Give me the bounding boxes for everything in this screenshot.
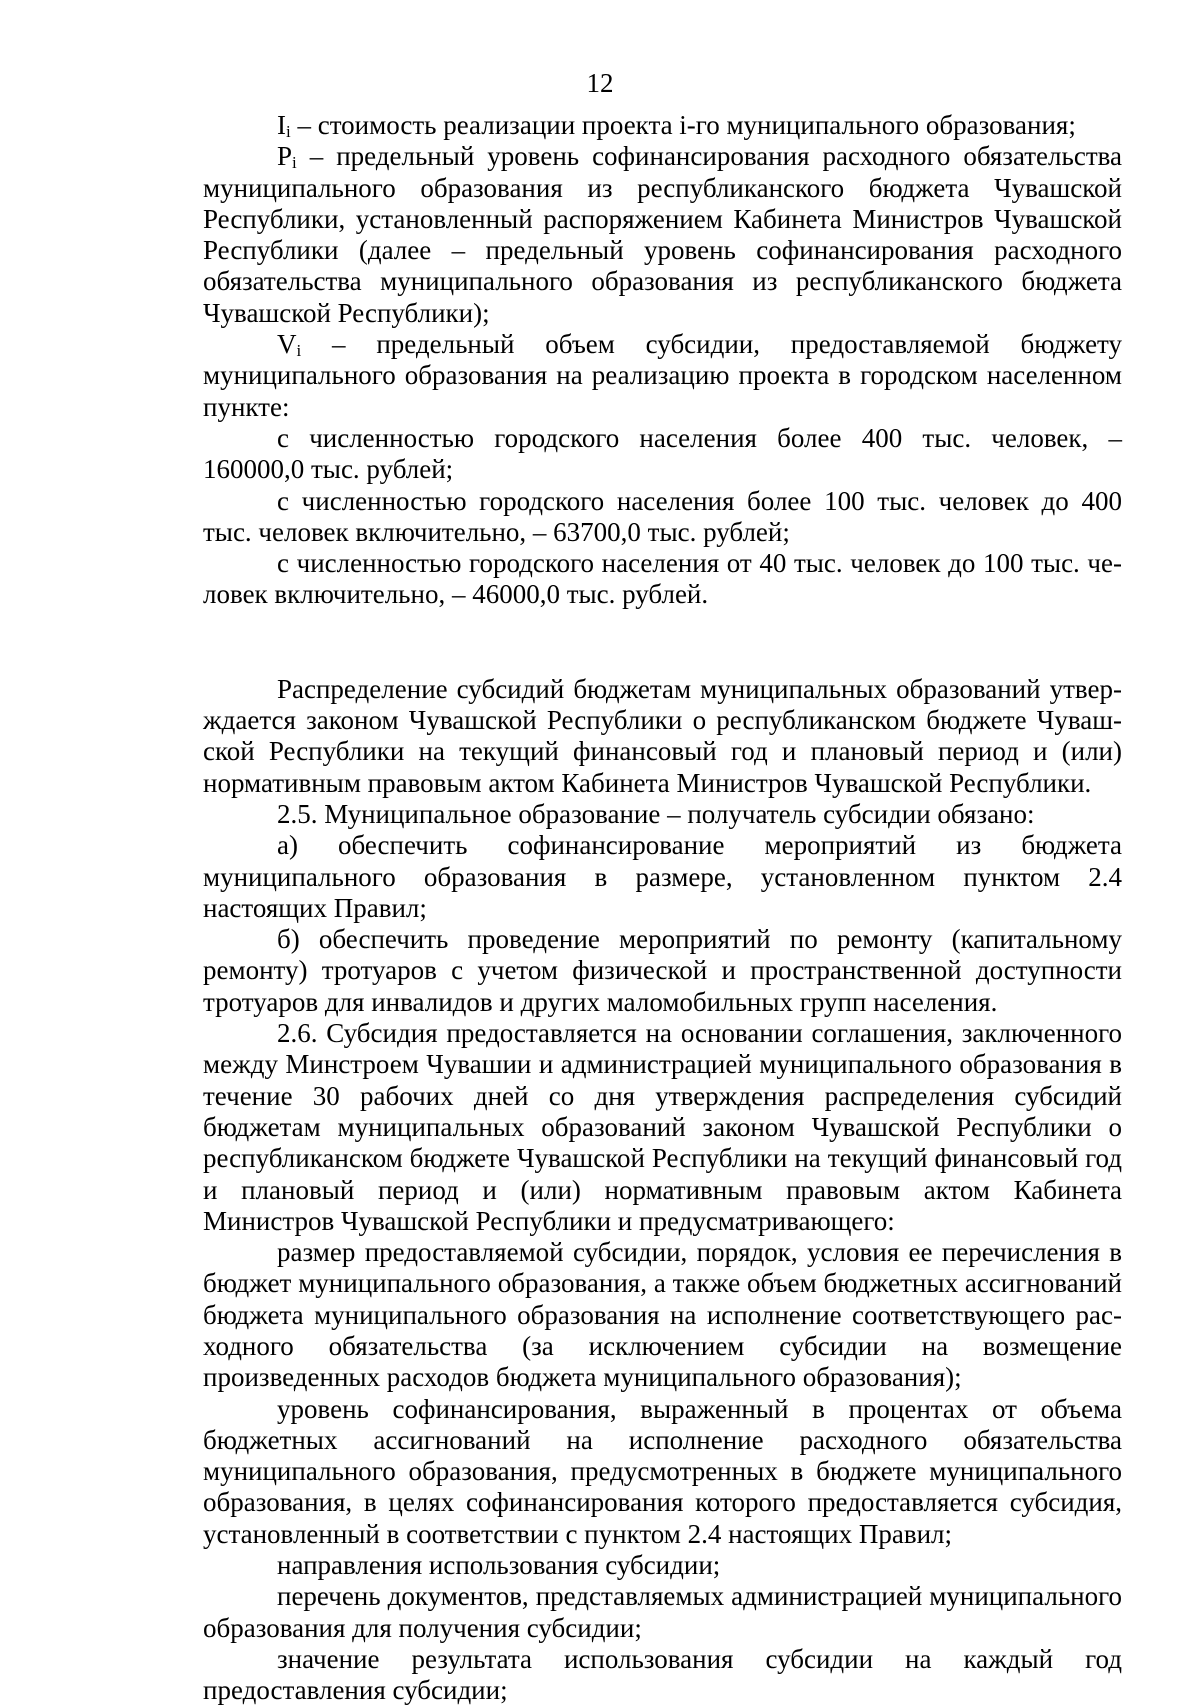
document-body <box>203 110 1122 1707</box>
body-paragraph: направления использования субсидии; <box>277 1550 721 1581</box>
body-paragraph: уровень софинансирования, выраженный в процентах от объема бюджетных ассигнований на исполнение расходного обязательства муниципального образования, предусмотренных в бюджете муниципального образования, в целях софинансирования которого предоставляется субсидия, установленный в соответствии с пунктом 2.4 настоящих Правил; <box>203 1393 1122 1549</box>
population-limit-paragraph: с численностью городского населения от 40 тыс. человек до 100 тыс. человек включительно, – 46000,0 тыс. рублей. <box>203 548 1122 610</box>
body-paragraph: значение результата использования субсидии на каждый год предоставления субсидии; <box>203 1643 1122 1706</box>
symbol-subscript: i <box>292 153 297 173</box>
body-paragraph: размер предоставляемой субсидии, порядок, условия ее перечисления в бюджет муниципального образования, а также объем бюджетных ассигнований бюджета муниципального образования на исполнение соответствующего расходного обязательства (за исключением субсидии на возмещение произведенных расходов бюджета муниципального образования); <box>203 1237 1122 1393</box>
definition-text: – предельный уровень софинансирования расходного обязательства муниципального образования из республиканского бюджета Чувашской Республики, установленный распоряжением Кабинета Министров Чувашской Республики (далее – предельный уровень софинансирования расходного обязательства муниципального образования из республиканского бюджета Чувашской Республики); <box>203 141 1122 328</box>
body-paragraph: 2.5. Муниципальное образование – получатель субсидии обязано: <box>277 798 1035 829</box>
definition-text: – предельный объем субсидии, предоставляемой бюджету муниципального образования на реализацию проекта в городском населенном пункте: <box>203 329 1122 422</box>
symbol-subscript: i <box>296 341 302 361</box>
symbol-subscript: i <box>286 122 291 141</box>
body-paragraph: перечень документов, представляемых администрацией муниципального образования для получения субсидии; <box>203 1581 1122 1643</box>
definition-paragraph <box>203 141 1122 329</box>
definition-text: – стоимость реализации проекта i-го муниципального образования; <box>290 110 1076 140</box>
symbol: V <box>277 329 297 360</box>
page-number: 12 <box>586 68 614 98</box>
definition-paragraph <box>203 329 1122 423</box>
body-paragraph: а) обеспечить софинансирование мероприятий из бюджета муниципального образования в размере, установленном пунктом 2.4 настоящих Правил; <box>203 830 1122 923</box>
paragraph-gap <box>203 611 1122 674</box>
population-limit-paragraph: с численностью городского населения более 100 тыс. человек до 400 тыс. человек включительно, – 63700,0 тыс. рублей; <box>203 485 1122 547</box>
body-paragraph: Распределение субсидий бюджетам муниципальных образований утверждается законом Чувашской Республики о республиканском бюджете Чувашской Республики на текущий финансовый год и плановый период и (или) нормативным правовым актом Кабинета Министров Чувашской Республики. <box>203 673 1122 798</box>
population-limit-paragraph: с численностью городского населения более 400 тыс. человек, – 160000,0 тыс. рублей; <box>203 422 1122 485</box>
definition-paragraph <box>203 110 1122 141</box>
symbol: P <box>277 141 293 172</box>
symbol: I <box>277 110 286 140</box>
body-paragraph: б) обеспечить проведение мероприятий по ремонту (капитальному ремонту) тротуаров с учетом физической и пространственной доступности тротуаров для инвалидов и других маломобильных групп населения. <box>203 924 1122 1017</box>
body-paragraph: 2.6. Субсидия предоставляется на основании соглашения, заключенного между Минстроем Чувашии и администрацией муниципального образования в течение 30 рабочих дней со дня утверждения распределения субсидий бюджетам муниципальных образований законом Чувашской Республики о республиканском бюджете Чувашской Республики на текущий финансовый год и плановый период и (или) нормативным правовым актом Кабинета Министров Чувашской Республики и предусматривающего: <box>203 1018 1122 1236</box>
